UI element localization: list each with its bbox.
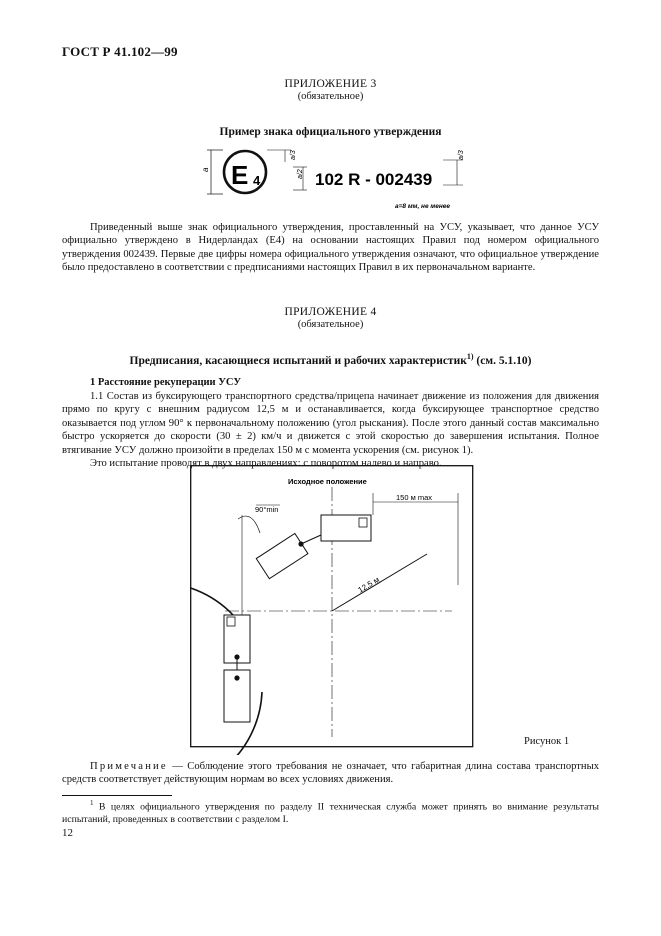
- note-label: Примечание: [90, 761, 168, 772]
- appendix3-title: ПРИЛОЖЕНИЕ 3: [284, 78, 377, 90]
- appendix4-status: (обязательное): [297, 319, 364, 330]
- appendix3-paragraph: Приведенный выше знак официального утверждения, проставленный на УСУ, указывает, что данное УСУ официально утверждено в Нидерландах (Е4) на основании настоящих Правил под номером официального утверждения 002439. Первые две цифры номера официального утверждения означают, что официальное утверждение было предоставлено в соответствии с предписаниями настоящих Правил в их первоначальном варианте.: [62, 222, 599, 274]
- distance-label: 150 м max: [396, 493, 433, 502]
- footnote: [62, 797, 599, 826]
- page-number: 12: [62, 827, 73, 839]
- section1-body: [62, 390, 599, 470]
- appendix3-status: (обязательное): [297, 91, 364, 102]
- figure-1-diagram: [190, 465, 480, 755]
- angle-label: 90°min: [255, 505, 279, 514]
- appendix4-title: ПРИЛОЖЕНИЕ 4: [284, 306, 377, 318]
- para-1-1: 1.1 Состав из буксирующего транспортного средства/прицепа начинает движение из положения для движения прямо по кругу с внешним радиусом 12,5 м и останавливается, когда буксирующее транспортное средство оказывается под углом 90° к первоначальному положению (угол рыскания). После этого данный состав максимально быстро ускоряется до скорости (30 ± 2) км/ч и движется с этой скоростью до завершения испытания. Полное втягивание УСУ должно произойти в пределах 150 м с момента ускорения (см. рисунок 1).: [62, 391, 599, 456]
- dim-a2-label: a/2: [297, 169, 304, 179]
- mark-approval-number: 102 R - 002439: [315, 170, 433, 189]
- note: [62, 760, 599, 787]
- footnote-mark: 1: [90, 799, 94, 807]
- standard-code: ГОСТ Р 41.102—99: [62, 44, 178, 59]
- footnote-ref[interactable]: 1): [466, 352, 474, 361]
- footnote-divider: [62, 795, 172, 796]
- footnote-text: В целях официального утверждения по разделу II техническая служба может принять во внимание результаты испытаний, проведенных в соответствии с разделом I.: [62, 801, 599, 825]
- figure-1-caption: Рисунок 1: [524, 736, 570, 747]
- circle-arc: [190, 583, 262, 755]
- appendix3-heading: Пример знака официального утверждения: [219, 126, 442, 138]
- dim-a3-label: a/3: [290, 150, 297, 160]
- mark-letter: E: [231, 160, 249, 190]
- angle-arc: [238, 516, 260, 533]
- mark-country-number: 4: [253, 173, 261, 188]
- start-position-label: Исходное положение: [288, 477, 367, 486]
- dim-a-label: a: [201, 167, 210, 172]
- dim-a3-right-label: a/3: [458, 150, 465, 160]
- note-text: — Соблюдение этого требования не означает, что габаритная длина состава транспортных средств соответствует действующим нормам во всех условиях движения.: [62, 761, 599, 786]
- section1-title: 1 Расстояние рекуперации УСУ: [90, 377, 242, 388]
- para-directions: Это испытание проводят в двух направлениях: с поворотом налево и направо.: [90, 458, 442, 470]
- approval-mark-figure: [195, 142, 470, 212]
- appendix4-heading: Предписания, касающиеся испытаний и рабочих характеристик$^{1)}$ (см. 5.1.10): [129, 352, 532, 367]
- rotated-trailer: [256, 533, 308, 578]
- radius-label: 12,5 м: [356, 575, 381, 595]
- mark-min-note: a=8 мм, не менее: [395, 203, 450, 210]
